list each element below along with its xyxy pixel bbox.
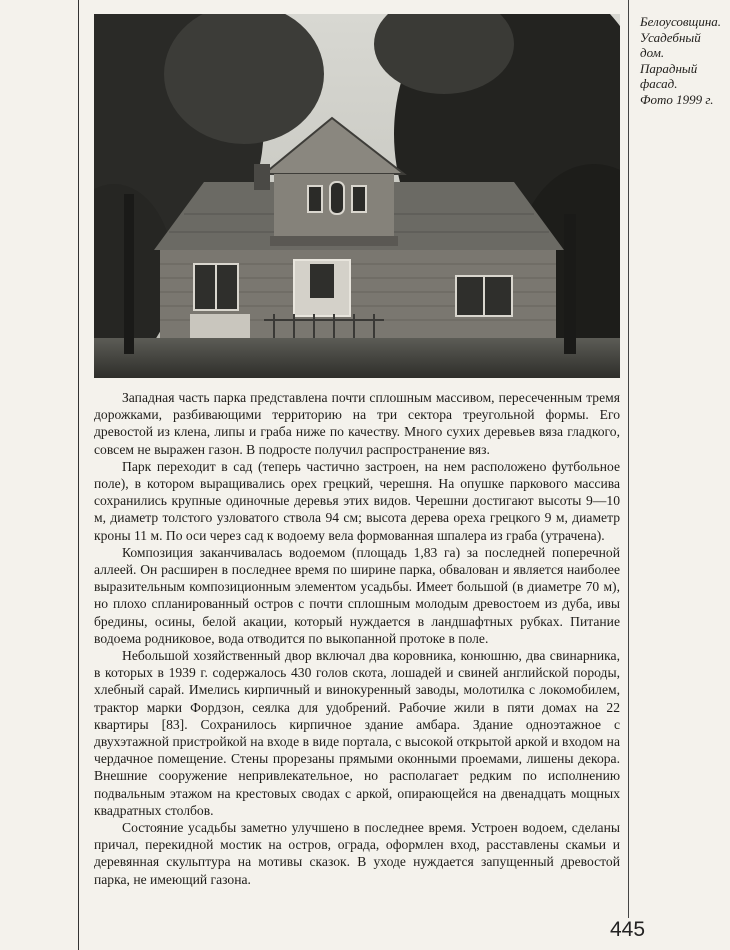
caption-line: Белоусовщина. bbox=[640, 14, 722, 29]
left-margin-rule bbox=[78, 0, 79, 950]
caption-line: фасад. bbox=[640, 76, 678, 91]
paragraph: Состояние усадьбы заметно улучшено в последнее время. Устроен водоем, сделаны причал, перекидной мостик на остров, ограда, оформлен вход, расставлены скамьи и деревянная скульптура на мотивы сказок. В уходе нуждается запущенный древостой парка, не имеющий газона. bbox=[94, 820, 620, 887]
manor-house-photo bbox=[94, 14, 620, 378]
caption-line: дом. bbox=[640, 45, 665, 60]
right-margin-rule bbox=[628, 0, 629, 918]
manor-house-illustration bbox=[94, 14, 620, 378]
caption-line: Парадный bbox=[640, 60, 698, 76]
paragraph: Небольшой хозяйственный двор включал два коровника, конюшню, два свинарника, в которых в 1939 г. содержалось 430 голов скота, лошадей и свиней английской породы, хлебный сарай. Имелись кирпичный и винокуренный заводы, молотилка с локомобилем, трактор марки Фордзон, сеялка для удобрений. Рабочие жили в пяти домах на 22 квартиры [83]. Сохранилось кирпичное здание амбара. Здание одноэтажное с двухэтажной пристройкой на входе в виде портала, с высокой открытой аркой и входом на чердачное помещение. Стены прорезаны прямыми оконными проемами, лишены декора. Внешние сооружение непривлекательное, но располагает редким по исполнению подвальным этажом на крестовых сводах с аркой, опирающейся на двенадцать мощных квадратных столбов. bbox=[94, 648, 620, 818]
paragraph: Западная часть парка представлена почти сплошным массивом, пересеченным тремя дорожками, разбивающими территорию на три сектора треугольной формы. Его древостой из клена, липы и граба ниже по качеству. Много сухих деревьев вяза гладкого, совсем не выражен газон. В подросте получил распространение вяз. bbox=[94, 390, 620, 457]
page-number: 445 bbox=[610, 918, 646, 941]
photo-caption bbox=[640, 14, 726, 107]
caption-line: Фото 1999 г. bbox=[640, 91, 714, 107]
paragraph: Парк переходит в сад (теперь частично застроен, на нем расположено футбольное поле), в котором выращивались орех грецкий, черешня. На опушке паркового массива сохранились крупные одиночные деревья этих видов. Черешни достигают высоты 9—10 м, диаметр толстого узловатого ствола 94 см; высота дерева ореха грецкого 9 м, диаметр кроны 11 м. По оси через сад к водоему вела формованная шпалера из граба (утрачена). bbox=[94, 458, 620, 543]
paragraph: Композиция заканчивалась водоемом (площадь 1,83 га) за последней поперечной аллеей. Он расширен в последнее время по ширине парка, обвалован и является наиболее выразительным композиционным элементом усадьбы. Имеет большой (в диаметре 70 м), но плохо спланированный остров с почти сплошным молодым древостоем из дуба, ивы бредины, осины, белой акации, который нуждается в ландшафтных рубках. Питание водоема родниковое, вода отводится по выкопанной протоке в поле. bbox=[94, 544, 620, 646]
caption-line: Усадебный bbox=[640, 29, 701, 45]
body-text bbox=[94, 389, 620, 888]
